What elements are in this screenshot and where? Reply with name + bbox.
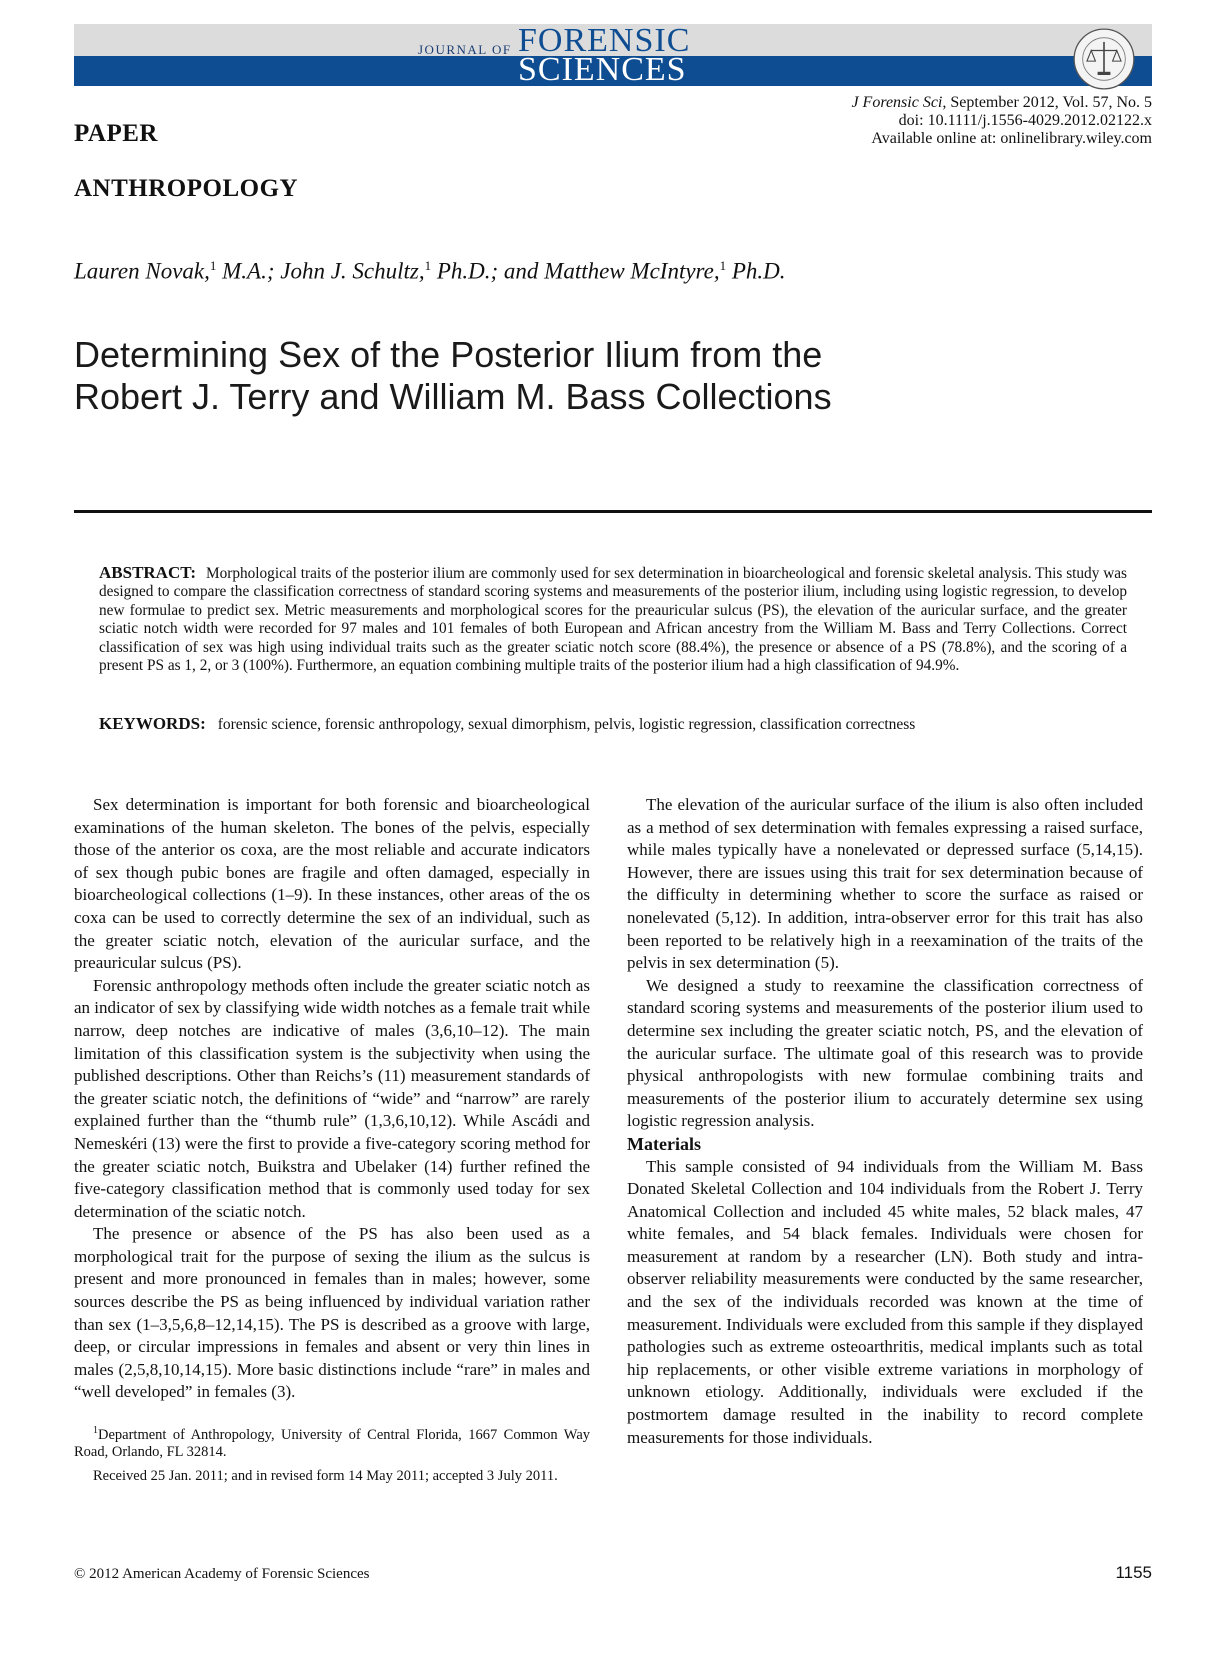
materials-heading: Materials [627, 1133, 701, 1154]
page-number: 1155 [1115, 1563, 1152, 1582]
journal-abbrev: J Forensic Sci, [851, 94, 947, 111]
body-paragraph: We designed a study to reexamine the classification correctness of standard scoring systems and measurements of the posterior ilium used to determine sex including the greater sciatic notch, PS, and the elevation of the auricular surface. The ultimate goal of this research was to provide physical anthropologists with new formulae combining traits and measurements of the posterior ilium to accurately determine sex using logistic regression analysis. [627, 975, 1143, 1131]
received-dates: Received 25 Jan. 2011; and in revised form 14 May 2011; accepted 3 July 2011. [93, 1467, 558, 1484]
keywords-label: KEYWORDS: [99, 714, 206, 733]
affiliation-mark: 1 [719, 258, 727, 273]
author-degree: Ph.D. [726, 258, 786, 284]
materials-paragraph: This sample consisted of 94 individuals from the William M. Bass Donated Skeletal Collection and 104 individuals from the Robert J. Terry Anatomical Collection and included 45 white males, 52 black males, 47 white females, and 54 black females. Individuals were chosen for measurement at random by a researcher (LN). Both study and intra-observer reliability measurements were conducted by the same researcher, and the sex of the individuals recorded was known at the time of measurement. Individuals were excluded from this sample if they displayed pathologies such as extreme osteoarthritis, medical implants such as total hip replacements, or other visible extreme variations in morphology of unknown etiology. Additionally, individuals were excluded if the postmortem damage resulted in the inability to record complete measurements for those individuals. [627, 1156, 1143, 1447]
abstract-text: Morphological traits of the posterior ilium are commonly used for sex determination in bioarcheological and forensic skeletal analysis. This study was designed to compare the classification correctness of standard scoring systems and measurements of the posterior ilium, including using logistic regression, to develop new formulae to predict sex. Metric measurements and morphological scores for the preauricular sulcus (PS), the elevation of the auricular surface, and the greater sciatic notch width were recorded for 97 males and 101 females of both European and African ancestry from the William M. Bass and Terry Collections. Correct classification of sex was high using individual traits such as the greater sciatic notch score (88.4%), the presence or absence of a PS (78.8%), and the scoring of a present PS as 1, 2, or 3 (100%). Furthermore, an equation combining multiple traits of the posterior ilium had a high classification of 94.9%. [99, 565, 1127, 675]
body-paragraph: The presence or absence of the PS has also been used as a morphological trait for the purpose of sexing the ilium as the sulcus is present and more pronounced in females than in males; however, some sources describe the PS as being influenced by individual variation rather than sex (1–3,5,6,8–12,14,15). The PS is described as a groove with large, deep, or circular impressions in females and absent or very thin lines in males (2,5,8,10,14,15). More basic distinctions include “rare” in males and “well developed” in females (3). [74, 1224, 590, 1402]
body-column-left [74, 794, 590, 1491]
academy-seal-icon [1072, 27, 1136, 91]
paper-title: Determining Sex of the Posterior Ilium from the Robert J. Terry and William M. Bass Collections [74, 334, 832, 417]
affiliation-footnote-text: Department of Anthropology, University of Central Florida, 1667 Common Way Road, Orlando, FL 32814. [74, 1426, 590, 1461]
author-name: Lauren Novak, [74, 258, 210, 284]
keywords [99, 714, 1127, 734]
journal-name-line2: SCIENCES [518, 51, 687, 88]
title-divider [74, 510, 1152, 513]
keywords-text: forensic science, forensic anthropology, sexual dimorphism, pelvis, logistic regression, classification correctness [217, 716, 916, 733]
body-paragraph: Forensic anthropology methods often include the greater sciatic notch as an indicator of sex by classifying wide width notches as a female trait while narrow, deep notches are indicative of males (3,6,10–12). The main limitation of this classification system is the subjectivity when using the published descriptions. Other than Reichs’s (11) measurement standards of the greater sciatic notch, the definitions of “wide” and “narrow” are rarely explained further than the “thumb rule” (1,3,6,10,12). While Ascádi and Nemeskéri (13) were the first to provide a five-category scoring method for the greater sciatic notch, Buikstra and Ubelaker (14) further refined the five-category classification method that is commonly used today for sex determination of the sciatic notch. [74, 975, 590, 1221]
section-label: ANTHROPOLOGY [74, 175, 299, 202]
affiliation-footnote-mark: 1 [93, 1425, 98, 1437]
issue-info: September 2012, Vol. 57, No. 5 [946, 94, 1152, 111]
doi: doi: 10.1111/j.1556-4029.2012.02122.x [898, 112, 1152, 129]
paper-type-label: PAPER [74, 120, 158, 147]
footnotes [74, 1422, 590, 1485]
journal-banner [74, 24, 1152, 86]
author-degree: M.A.; [216, 258, 281, 284]
online-availability: Available online at: onlinelibrary.wiley.com [871, 130, 1152, 147]
citation-block [851, 94, 1152, 148]
journal-name-prefix: JOURNAL OF [418, 42, 512, 57]
abstract-label: ABSTRACT: [99, 563, 196, 582]
affiliation-footnote [74, 1422, 590, 1462]
copyright-notice: © 2012 American Academy of Forensic Sciences [74, 1566, 370, 1582]
author-name: John J. Schultz, [280, 258, 425, 284]
author-name: Matthew McIntyre, [544, 258, 720, 284]
abstract [99, 564, 1127, 675]
body-paragraph: Sex determination is important for both forensic and bioarcheological examinations of the human skeleton. The bones of the pelvis, especially those of the anterior os coxa, are the most reliable and accurate indicators of sex though pubic bones are fragile and often damaged, especially in bioarcheological collections (1–9). In these instances, other areas of the os coxa can be used to correctly determine the sex of an individual, such as the greater sciatic notch, elevation of the auricular surface, and the preauricular sulcus (PS). [74, 795, 590, 973]
body-column-right [627, 794, 1143, 1449]
journal-name-line1: FORENSIC [518, 22, 691, 59]
body-paragraph: The elevation of the auricular surface of the ilium is also often included as a method of sex determination with females expressing a raised surface, while males typically have a nonelevated or depressed surface (5,14,15). However, there are issues using this trait for sex determination because of the difficulty in determining whether to score the surface as raised or nonelevated (5,12). In addition, intra-observer error for this trait has also been reported to be relatively high in a reexamination of the traits of the pelvis in sex determination (5). [627, 795, 1143, 973]
affiliation-mark: 1 [424, 258, 432, 273]
author-degree: Ph.D.; and [431, 258, 545, 284]
affiliation-mark: 1 [209, 258, 217, 273]
author-list [74, 258, 786, 285]
